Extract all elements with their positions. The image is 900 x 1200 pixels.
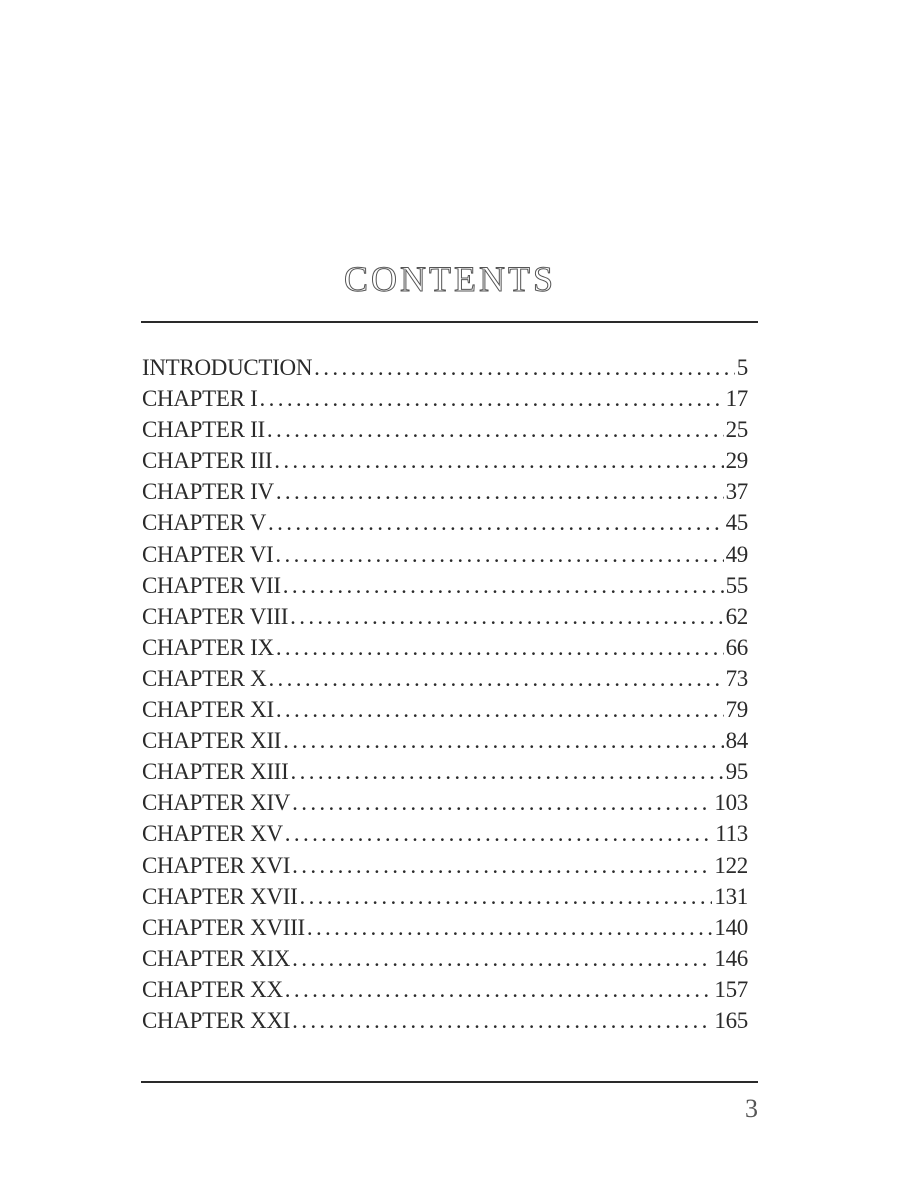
toc-entry-chapter-12[interactable]	[142, 725, 748, 756]
dot-leader	[267, 414, 724, 445]
toc-entry-label: CHAPTER XII	[142, 728, 282, 754]
toc-entry-chapter-16[interactable]	[142, 850, 748, 881]
toc-entry-chapter-11[interactable]	[142, 694, 748, 725]
toc-entry-chapter-2[interactable]	[142, 414, 748, 445]
toc-entry-page: 49	[725, 541, 748, 567]
toc-entry-chapter-9[interactable]	[142, 632, 748, 663]
toc-entry-page: 37	[725, 479, 748, 505]
top-divider	[141, 321, 758, 323]
dot-leader	[292, 1005, 712, 1036]
dot-leader	[292, 850, 712, 881]
toc-entry-chapter-13[interactable]	[142, 756, 748, 787]
toc-entry-label: CHAPTER I	[142, 386, 258, 412]
dot-leader	[268, 663, 723, 694]
toc-entry-page: 79	[725, 697, 748, 723]
dot-leader	[274, 445, 723, 476]
dot-leader	[275, 539, 723, 570]
toc-entry-page: 131	[714, 883, 748, 909]
dot-leader	[276, 694, 724, 725]
dot-leader	[307, 912, 713, 943]
toc-entry-page: 45	[725, 510, 748, 536]
toc-entry-page: 140	[714, 914, 748, 940]
dot-leader	[285, 818, 713, 849]
toc-entry-label: CHAPTER V	[142, 510, 267, 536]
toc-entry-page: 113	[715, 821, 748, 847]
toc-entry-page: 84	[725, 728, 748, 754]
dot-leader	[276, 632, 724, 663]
toc-entry-chapter-14[interactable]	[142, 787, 748, 818]
toc-entry-page: 62	[725, 603, 748, 629]
toc-entry-label: CHAPTER III	[142, 448, 273, 474]
dot-leader	[314, 352, 735, 383]
toc-entry-chapter-15[interactable]	[142, 818, 748, 849]
toc-entry-page: 157	[714, 976, 748, 1002]
toc-entry-label: CHAPTER VII	[142, 572, 281, 598]
toc-entry-chapter-1[interactable]	[142, 383, 748, 414]
toc-entry-page: 29	[725, 448, 748, 474]
bottom-divider	[141, 1081, 758, 1083]
toc-entry-page: 122	[714, 852, 748, 878]
toc-entry-page: 103	[714, 790, 748, 816]
toc-entry-label: CHAPTER XIX	[142, 945, 291, 971]
toc-entry-chapter-5[interactable]	[142, 507, 748, 538]
toc-entry-label: CHAPTER IX	[142, 634, 274, 660]
toc-entry-chapter-3[interactable]	[142, 445, 748, 476]
toc-entry-chapter-7[interactable]	[142, 570, 748, 601]
toc-entry-label: CHAPTER XVIII	[142, 914, 305, 940]
toc-entry-page: 165	[714, 1007, 748, 1033]
toc-entry-chapter-4[interactable]	[142, 476, 748, 507]
toc-entry-label: CHAPTER IV	[142, 479, 274, 505]
toc-entry-chapter-18[interactable]	[142, 912, 748, 943]
dot-leader	[268, 507, 724, 538]
dot-leader	[283, 570, 724, 601]
toc-entry-label: CHAPTER XVI	[142, 852, 291, 878]
toc-entry-label: CHAPTER XX	[142, 976, 283, 1002]
toc-entry-chapter-17[interactable]	[142, 881, 748, 912]
toc-entry-page: 55	[725, 572, 748, 598]
toc-entry-chapter-21[interactable]	[142, 1005, 748, 1036]
toc-entry-label: CHAPTER VI	[142, 541, 274, 567]
toc-entry-label: CHAPTER XV	[142, 821, 283, 847]
toc-entry-page: 25	[725, 417, 748, 443]
dot-leader	[292, 787, 712, 818]
toc-entry-chapter-6[interactable]	[142, 539, 748, 570]
toc-entry-label: CHAPTER XI	[142, 697, 274, 723]
toc-entry-label: CHAPTER XXI	[142, 1007, 291, 1033]
dot-leader	[276, 476, 724, 507]
toc-entry-page: 17	[725, 386, 748, 412]
dot-leader	[283, 725, 723, 756]
dot-leader	[292, 943, 712, 974]
toc-entry-label: INTRODUCTION	[142, 355, 313, 380]
toc-entry-label: CHAPTER X	[142, 665, 267, 691]
dot-leader	[290, 601, 723, 632]
dot-leader	[260, 383, 724, 414]
dot-leader	[299, 881, 712, 912]
toc-entry-chapter-8[interactable]	[142, 601, 748, 632]
toc-entry-page: 146	[714, 945, 748, 971]
toc-entry-introduction[interactable]	[142, 352, 748, 383]
page-title: CONTENTS	[344, 259, 556, 299]
toc-entry-label: CHAPTER II	[142, 417, 265, 443]
toc-entry-page: 73	[725, 665, 748, 691]
toc-entry-chapter-20[interactable]	[142, 974, 748, 1005]
toc-entry-page: 95	[725, 759, 748, 785]
dot-leader	[291, 756, 724, 787]
toc-entry-label: CHAPTER XIII	[142, 759, 289, 785]
toc-entry-label: CHAPTER XVII	[142, 883, 298, 909]
dot-leader	[285, 974, 713, 1005]
toc-entry-page: 5	[736, 355, 748, 380]
toc-entry-chapter-19[interactable]	[142, 943, 748, 974]
page-number: 3	[745, 1094, 758, 1123]
table-of-contents	[142, 352, 748, 1036]
toc-entry-label: CHAPTER VIII	[142, 603, 289, 629]
toc-entry-label: CHAPTER XIV	[142, 790, 291, 816]
toc-entry-page: 66	[725, 634, 748, 660]
toc-entry-chapter-10[interactable]	[142, 663, 748, 694]
